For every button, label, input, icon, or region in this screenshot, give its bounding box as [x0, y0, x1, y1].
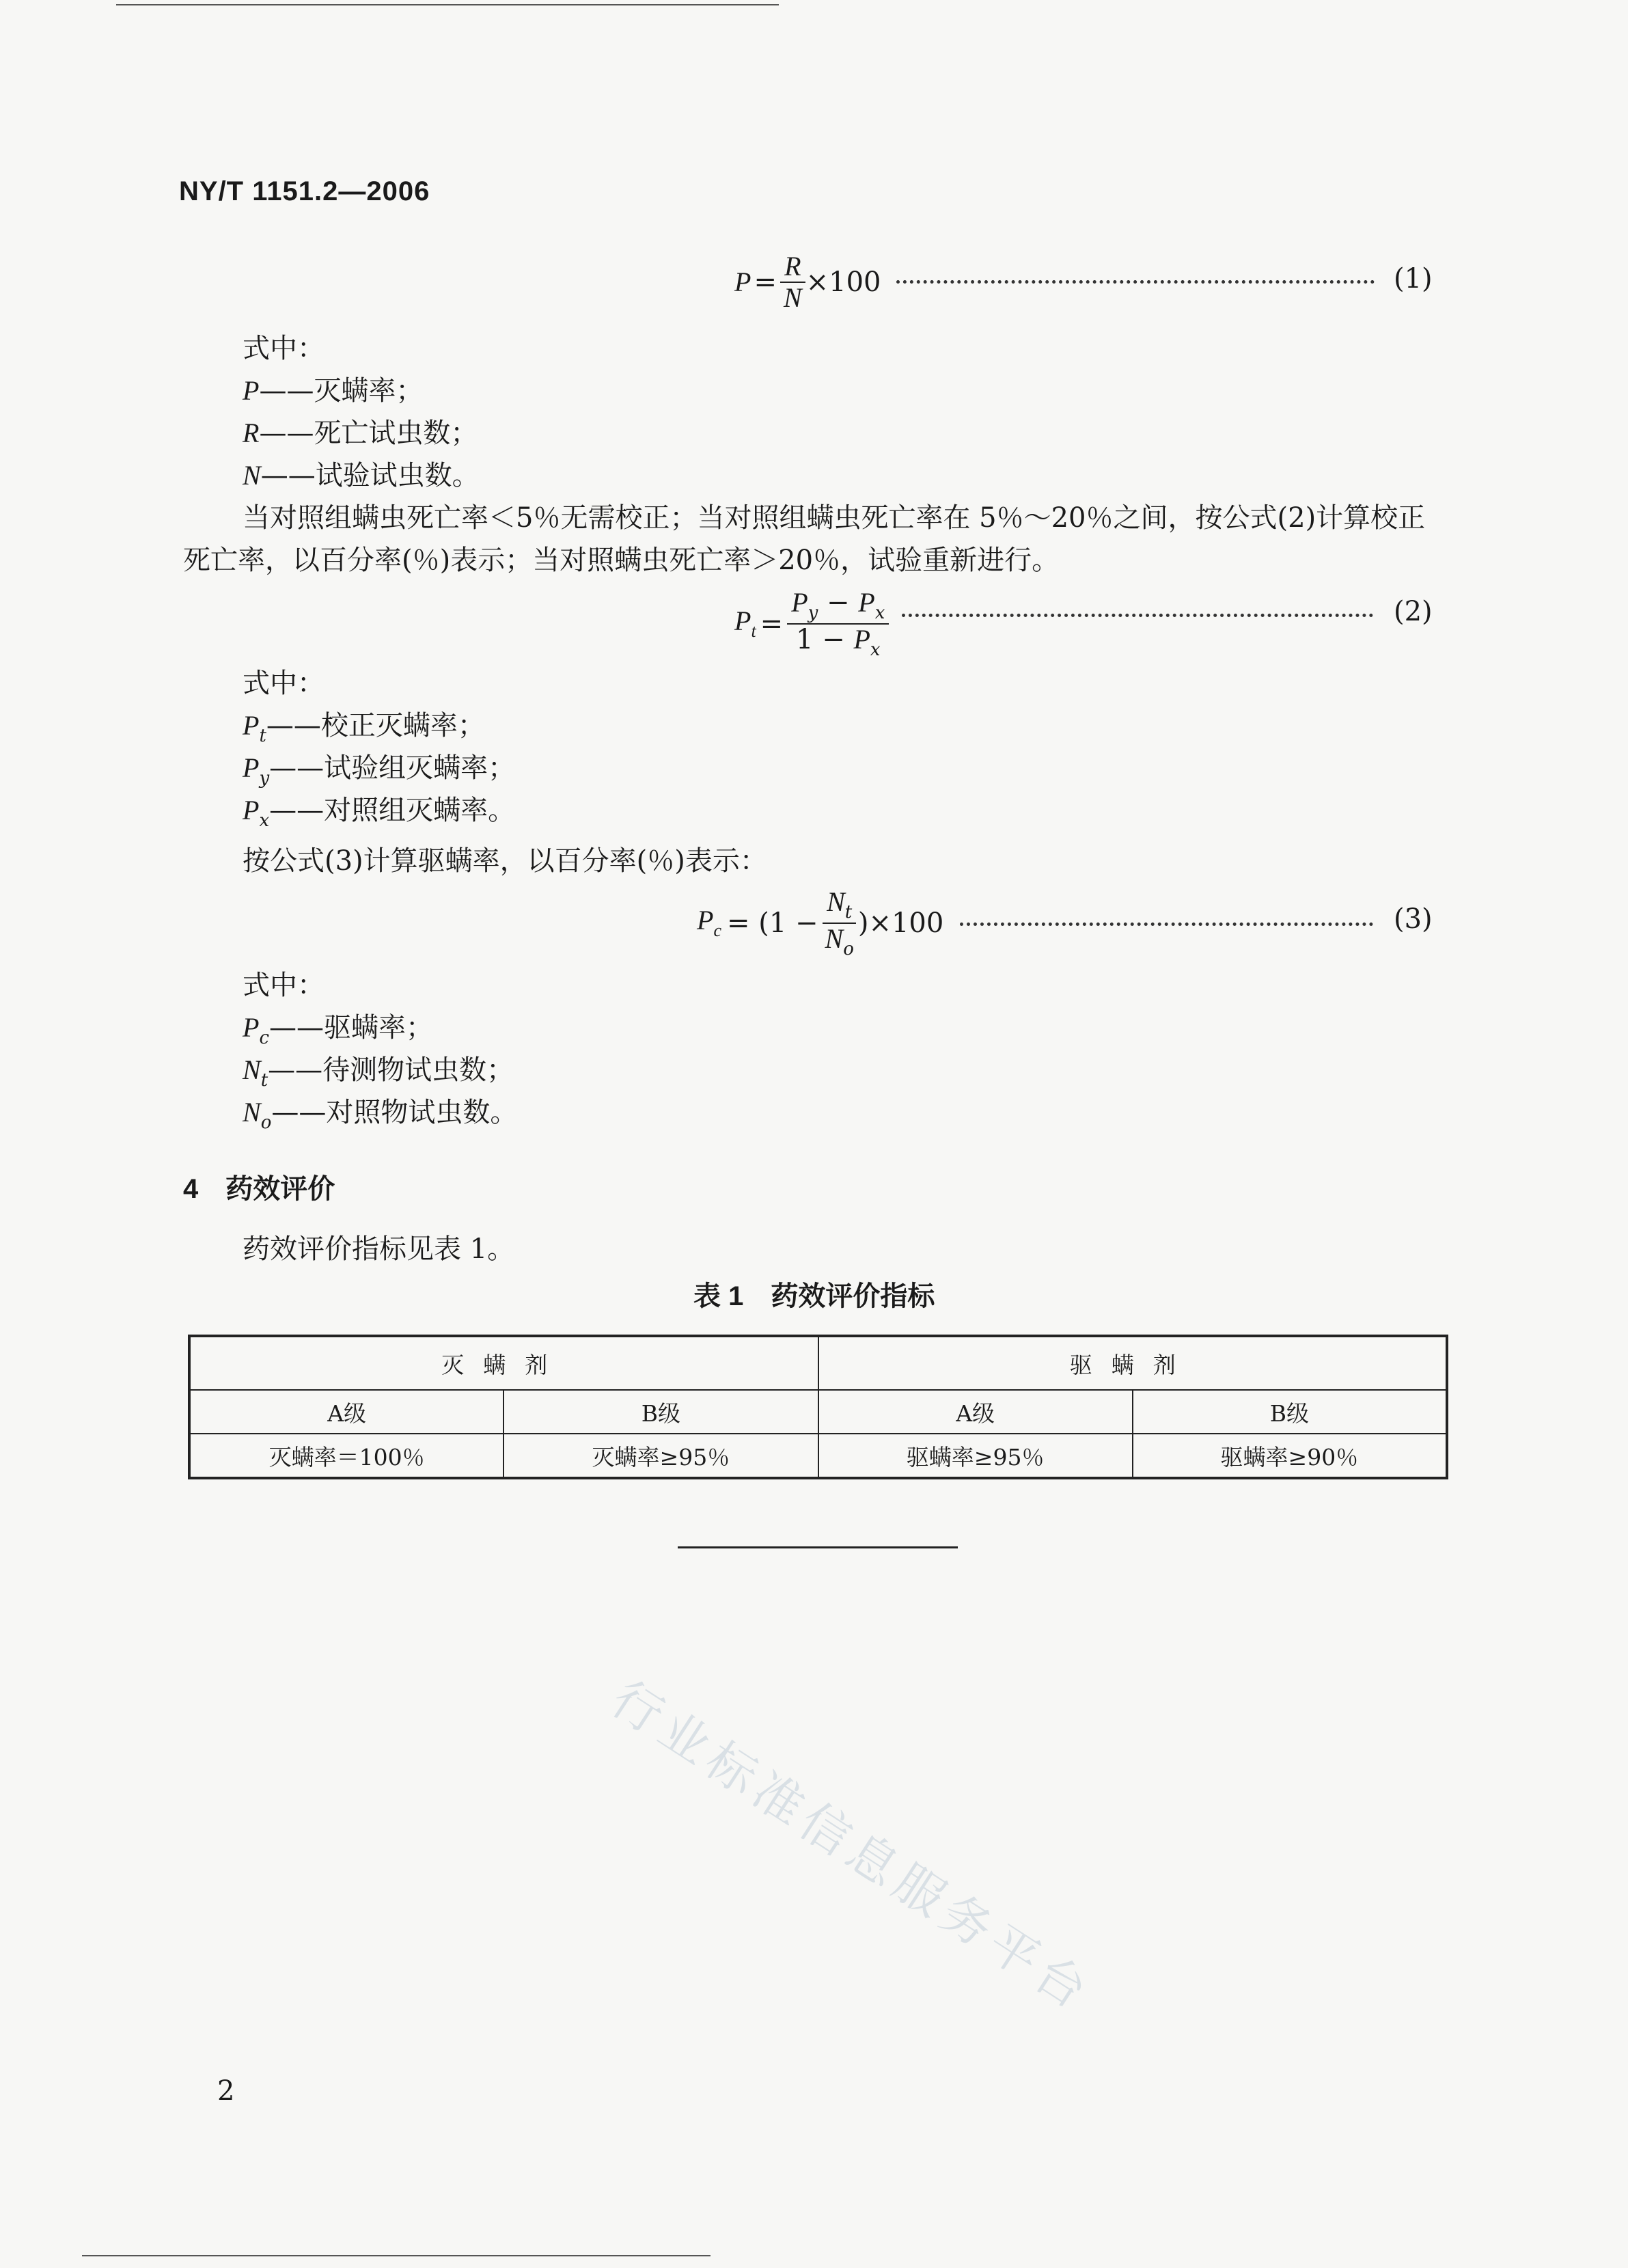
where2-label: 式中： [243, 668, 325, 699]
where1-item: R——死亡试虫数； [243, 418, 478, 449]
where3-item: $N_o——$对照物试虫数。 [243, 1097, 518, 1133]
eq2-lhs: $P_t$ [734, 605, 756, 641]
table-cell: 灭螨率≥95％ [503, 1434, 818, 1478]
where3-label: 式中： [243, 970, 325, 1001]
eq3-open: = (1 − [726, 907, 818, 939]
scan-edge-top [116, 4, 779, 5]
paragraph-repellent: 按公式(3)计算驱螨率，以百分率(％)表示： [243, 845, 767, 877]
where2-item: $P_x——$对照组灭螨率。 [243, 795, 516, 831]
scan-edge-bottom [82, 2255, 710, 2256]
section-body: 药效评价指标见表 1。 [243, 1233, 515, 1265]
section-title: 药效评价 [225, 1174, 335, 1204]
paragraph-correction-line2: 死亡率，以百分率(％)表示；当对照螨虫死亡率＞20％，试验重新进行。 [183, 545, 1060, 576]
eq3-lhs: $P_c$ [697, 905, 721, 940]
table-cell: A级 [818, 1390, 1133, 1434]
eq1-leader [896, 280, 1375, 284]
table-group-header: 驱螨剂 [818, 1336, 1448, 1390]
eq2-equals: = [760, 608, 784, 640]
where1-label: 式中： [243, 333, 325, 364]
table-cell: A级 [189, 1390, 503, 1434]
end-rule [678, 1546, 958, 1548]
equation-2 [734, 589, 889, 659]
table-cell: 驱螨率≥90％ [1133, 1434, 1447, 1478]
eq1-fraction [779, 253, 806, 312]
where1-item: N——试验试虫数。 [243, 460, 480, 491]
eq3-leader [960, 923, 1373, 926]
equation-3 [697, 888, 943, 958]
eq2-numerator: $P_y - P_x$ [787, 589, 889, 625]
eq1-denominator: N [783, 282, 802, 313]
eq1-lhs: P [734, 267, 751, 297]
eq1-rest: ×100 [805, 267, 881, 298]
table-cell: 灭螨率＝100％ [189, 1434, 503, 1478]
eq2-leader [902, 614, 1373, 617]
page-number: 2 [217, 2075, 235, 2107]
where2-item: $P_y——$试验组灭螨率； [243, 752, 516, 789]
table-row [189, 1434, 1447, 1478]
eq1-number: (1) [1394, 263, 1433, 295]
eq3-denominator: $N_o$ [825, 923, 854, 959]
eq1-equals: = [754, 267, 777, 298]
table-caption: 表 1 药效评价指标 [693, 1281, 935, 1311]
table-row [189, 1390, 1447, 1434]
eq1-numerator: R [780, 253, 805, 283]
table-cell: B级 [1133, 1390, 1447, 1434]
where2-item: $P_t——$校正灭螨率； [243, 710, 485, 746]
evaluation-table [188, 1335, 1448, 1479]
equation-1 [734, 253, 881, 312]
watermark: 行业标准信息服务平台 [601, 1669, 1103, 2023]
section-number: 4 [183, 1174, 199, 1204]
section-heading [183, 1175, 335, 1203]
eq3-numerator: $N_t$ [823, 888, 856, 924]
eq2-number: (2) [1394, 596, 1433, 627]
table-group-header: 灭螨剂 [189, 1336, 818, 1390]
where3-item: $N_t——$待测物试虫数； [243, 1054, 514, 1091]
table-cell: B级 [503, 1390, 818, 1434]
table-row [189, 1336, 1447, 1390]
where3-item: $P_c——$驱螨率； [243, 1012, 433, 1048]
eq2-denominator: $1 - P_x$ [796, 624, 881, 660]
paragraph-correction-line1: 当对照组螨虫死亡率＜5％无需校正；当对照组螨虫死亡率在 5％～20％之间，按公式(2)计算校正 [243, 502, 1426, 534]
eq3-close: )×100 [857, 907, 944, 939]
standard-code: NY/T 1151.2—2006 [179, 176, 430, 206]
table-cell: 驱螨率≥95％ [818, 1434, 1133, 1478]
eq2-fraction [787, 589, 889, 659]
where1-item: P——灭螨率； [243, 375, 424, 407]
eq3-fraction [821, 888, 858, 958]
eq3-number: (3) [1394, 903, 1433, 935]
